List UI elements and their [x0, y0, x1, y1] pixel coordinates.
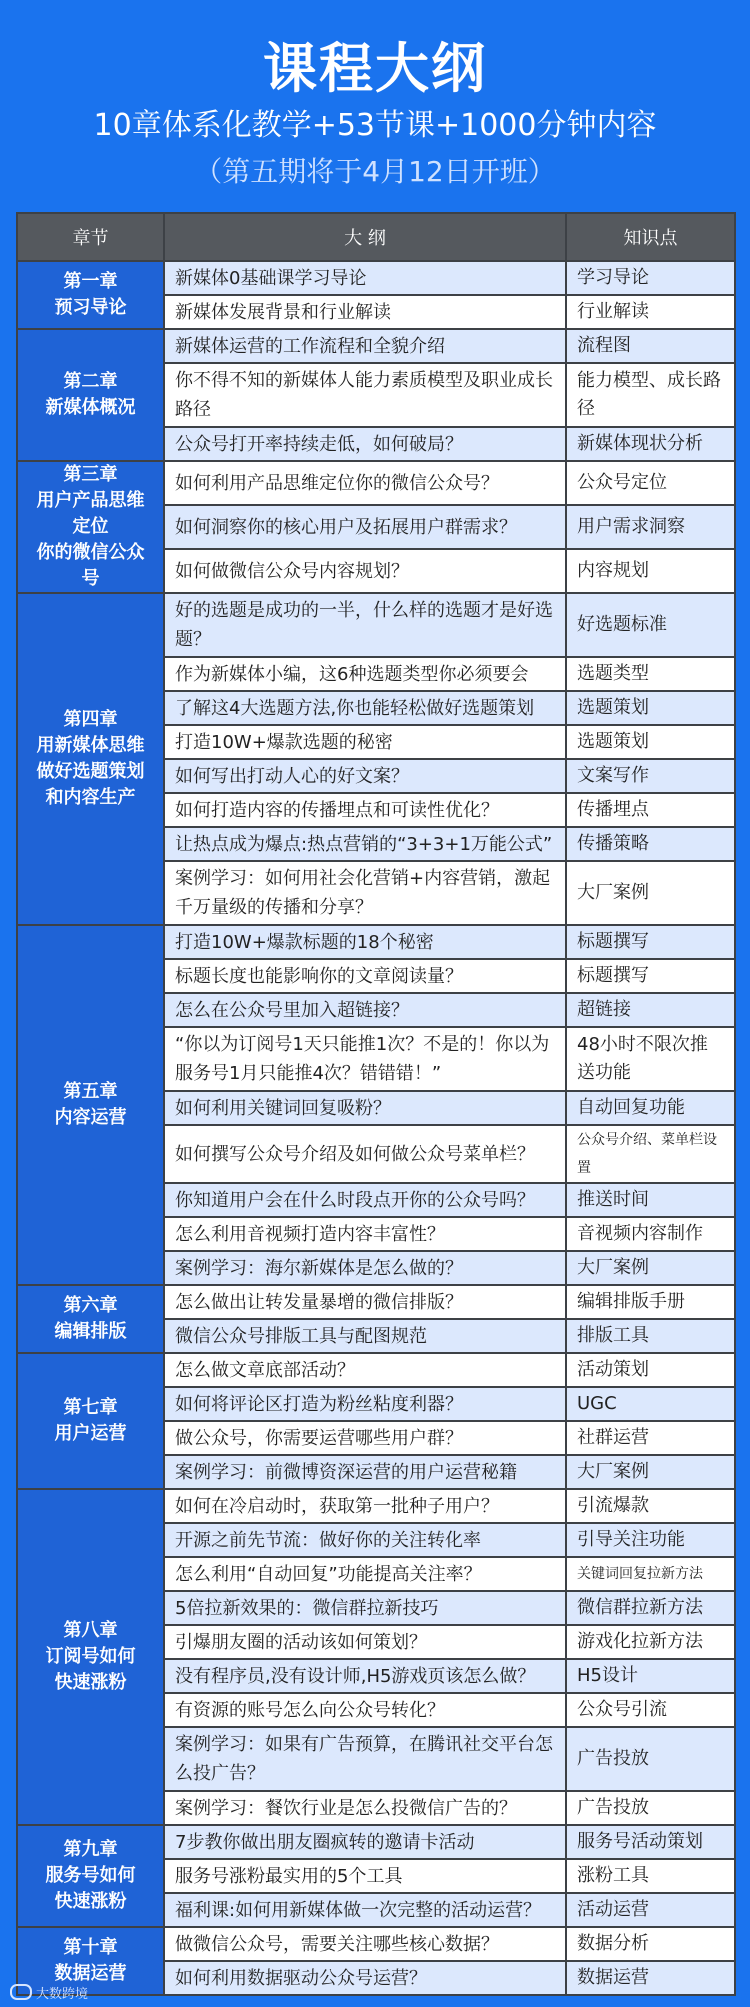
- lesson-topic: 新媒体运营的工作流程和全貌介绍: [164, 329, 566, 363]
- chapter-cell: [17, 1825, 164, 1927]
- lesson-topic: 案例学习：如果有广告预算，在腾讯社交平台怎么投广告？: [164, 1727, 566, 1791]
- lesson-topic: 怎么利用音视频打造内容丰富性？: [164, 1217, 566, 1251]
- knowledge-point: 引流爆款: [566, 1489, 735, 1523]
- lesson-topic: 案例学习：前微博资深运营的用户运营秘籍: [164, 1455, 566, 1489]
- table-row: [17, 329, 735, 363]
- chapter-cell: [17, 1489, 164, 1825]
- knowledge-point: 社群运营: [566, 1421, 735, 1455]
- lesson-topic: 没有程序员,没有设计师,H5游戏页该怎么做？: [164, 1659, 566, 1693]
- footer-brand: 大数跨境: [36, 1987, 89, 2002]
- knowledge-point: 48小时不限次推送功能: [566, 1027, 735, 1091]
- knowledge-point: 新媒体现状分析: [566, 427, 735, 461]
- knowledge-point: 关键词回复拉新方法: [566, 1557, 735, 1591]
- chapter-title-line: 快速涨粉: [54, 1672, 127, 1693]
- lesson-topic: 如何利用关键词回复吸粉？: [164, 1091, 566, 1125]
- knowledge-point: 超链接: [566, 993, 735, 1027]
- knowledge-point: 传播埋点: [566, 793, 735, 827]
- lesson-topic: 如何撰写公众号介绍及如何做公众号菜单栏？: [164, 1125, 566, 1183]
- chapter-cell: [17, 593, 164, 925]
- knowledge-point: 标题撰写: [566, 925, 735, 959]
- table-row: [17, 1825, 735, 1859]
- knowledge-point: 活动策划: [566, 1353, 735, 1387]
- chapter-number: 第三章: [63, 464, 118, 485]
- knowledge-point: 活动运营: [566, 1893, 735, 1927]
- knowledge-point: 推送时间: [566, 1183, 735, 1217]
- lesson-topic: 案例学习：海尔新媒体是怎么做的？: [164, 1251, 566, 1285]
- brand-logo-icon: [10, 1984, 32, 2000]
- knowledge-point: 公众号引流: [566, 1693, 735, 1727]
- knowledge-point: 学习导论: [566, 261, 735, 295]
- lesson-topic: 如何利用数据驱动公众号运营？: [164, 1961, 566, 1995]
- lesson-topic: 如何打造内容的传播埋点和可读性优化？: [164, 793, 566, 827]
- knowledge-point: 编辑排版手册: [566, 1285, 735, 1319]
- knowledge-point: 选题策划: [566, 691, 735, 725]
- column-header-knowledge: 知识点: [566, 213, 735, 261]
- knowledge-point: 大厂案例: [566, 861, 735, 925]
- lesson-topic: 如何在冷启动时，获取第一批种子用户？: [164, 1489, 566, 1523]
- chapter-cell: [17, 925, 164, 1285]
- lesson-topic: 打造10W+爆款选题的秘密: [164, 725, 566, 759]
- chapter-cell: [17, 1353, 164, 1489]
- chapter-number: 第五章: [63, 1081, 118, 1102]
- chapter-number: 第二章: [63, 371, 118, 392]
- lesson-topic: 怎么做文章底部活动？: [164, 1353, 566, 1387]
- chapter-title-line: 订阅号如何: [45, 1646, 136, 1667]
- knowledge-point: 自动回复功能: [566, 1091, 735, 1125]
- lesson-topic: 了解这4大选题方法,你也能轻松做好选题策划: [164, 691, 566, 725]
- course-outline-table: [16, 212, 736, 1996]
- table-row: [17, 1285, 735, 1319]
- lesson-topic: 你不得不知的新媒体人能力素质模型及职业成长路径: [164, 363, 566, 427]
- knowledge-point: UGC: [566, 1387, 735, 1421]
- lesson-topic: 如何洞察你的核心用户及拓展用户群需求？: [164, 505, 566, 549]
- lesson-topic: 好的选题是成功的一半，什么样的选题才是好选题？: [164, 593, 566, 657]
- chapter-cell: [17, 1285, 164, 1353]
- lesson-topic: 怎么做出让转发量暴增的微信排版？: [164, 1285, 566, 1319]
- lesson-topic: 服务号涨粉最实用的5个工具: [164, 1859, 566, 1893]
- lesson-topic: 引爆朋友圈的活动该如何策划？: [164, 1625, 566, 1659]
- lesson-topic: 怎么在公众号里加入超链接？: [164, 993, 566, 1027]
- chapter-title-line: 用户产品思维定位: [36, 490, 145, 537]
- knowledge-point: 微信群拉新方法: [566, 1591, 735, 1625]
- lesson-topic: 新媒体0基础课学习导论: [164, 261, 566, 295]
- chapter-title-line: 数据运营: [54, 1963, 127, 1984]
- knowledge-point: H5设计: [566, 1659, 735, 1693]
- chapter-title-line: 内容运营: [54, 1107, 127, 1128]
- knowledge-point: 选题类型: [566, 657, 735, 691]
- knowledge-point: 公众号介绍、菜单栏设置: [566, 1125, 735, 1183]
- knowledge-point: 广告投放: [566, 1791, 735, 1825]
- footer-watermark: [10, 1983, 88, 2002]
- knowledge-point: 能力模型、成长路径: [566, 363, 735, 427]
- knowledge-point: 数据分析: [566, 1927, 735, 1961]
- knowledge-point: 排版工具: [566, 1319, 735, 1353]
- page-subtitle: 10章体系化教学+53节课+1000分钟内容: [93, 108, 657, 143]
- knowledge-point: 涨粉工具: [566, 1859, 735, 1893]
- knowledge-point: 选题策划: [566, 725, 735, 759]
- lesson-topic: 你知道用户会在什么时段点开你的公众号吗？: [164, 1183, 566, 1217]
- chapter-title-line: 预习导论: [54, 297, 127, 318]
- lesson-topic: 作为新媒体小编，这6种选题类型你必须要会: [164, 657, 566, 691]
- lesson-topic: 福利课:如何用新媒体做一次完整的活动运营？: [164, 1893, 566, 1927]
- lesson-topic: 如何写出打动人心的好文案？: [164, 759, 566, 793]
- chapter-cell: [17, 329, 164, 461]
- table-body: [17, 261, 735, 1995]
- table-row: [17, 461, 735, 505]
- column-header-chapter: 章节: [17, 213, 164, 261]
- lesson-topic: 案例学习：如何用社会化营销+内容营销，激起千万量级的传播和分享？: [164, 861, 566, 925]
- knowledge-point: 音视频内容制作: [566, 1217, 735, 1251]
- chapter-number: 第九章: [63, 1839, 118, 1860]
- chapter-title-line: 做好选题策划: [36, 761, 145, 782]
- knowledge-point: 标题撰写: [566, 959, 735, 993]
- lesson-topic: 如何做微信公众号内容规划？: [164, 549, 566, 593]
- chapter-title-line: 和内容生产: [45, 787, 136, 808]
- lesson-topic: 5倍拉新效果的：微信群拉新技巧: [164, 1591, 566, 1625]
- knowledge-point: 用户需求洞察: [566, 505, 735, 549]
- chapter-cell: [17, 461, 164, 593]
- lesson-topic: 打造10W+爆款标题的18个秘密: [164, 925, 566, 959]
- lesson-topic: 让热点成为爆点:热点营销的“3+3+1万能公式”: [164, 827, 566, 861]
- lesson-topic: “你以为订阅号1天只能推1次？不是的！你以为服务号1月只能推4次？错错错！”: [164, 1027, 566, 1091]
- start-date-note: （第五期将于4月12日开班）: [194, 155, 556, 188]
- chapter-title-line: 用新媒体思维: [36, 735, 145, 756]
- lesson-topic: 怎么利用“自动回复”功能提高关注率？: [164, 1557, 566, 1591]
- chapter-title-line: 服务号如何: [45, 1865, 136, 1886]
- knowledge-point: 公众号定位: [566, 461, 735, 505]
- lesson-topic: 微信公众号排版工具与配图规范: [164, 1319, 566, 1353]
- knowledge-point: 数据运营: [566, 1961, 735, 1995]
- lesson-topic: 如何将评论区打造为粉丝粘度利器？: [164, 1387, 566, 1421]
- knowledge-point: 行业解读: [566, 295, 735, 329]
- lesson-topic: 标题长度也能影响你的文章阅读量？: [164, 959, 566, 993]
- table-row: [17, 1927, 735, 1961]
- table-row: [17, 1353, 735, 1387]
- table-header-row: [17, 213, 735, 261]
- chapter-title-line: 你的微信公众号: [36, 542, 145, 589]
- chapter-number: 第十章: [63, 1937, 118, 1958]
- knowledge-point: 广告投放: [566, 1727, 735, 1791]
- chapter-number: 第四章: [63, 709, 118, 730]
- knowledge-point: 流程图: [566, 329, 735, 363]
- lesson-topic: 如何利用产品思维定位你的微信公众号？: [164, 461, 566, 505]
- knowledge-point: 游戏化拉新方法: [566, 1625, 735, 1659]
- table-row: [17, 925, 735, 959]
- chapter-number: 第八章: [63, 1620, 118, 1641]
- knowledge-point: 内容规划: [566, 549, 735, 593]
- lesson-topic: 案例学习：餐饮行业是怎么投微信广告的？: [164, 1791, 566, 1825]
- knowledge-point: 好选题标准: [566, 593, 735, 657]
- lesson-topic: 新媒体发展背景和行业解读: [164, 295, 566, 329]
- knowledge-point: 引导关注功能: [566, 1523, 735, 1557]
- chapter-number: 第一章: [63, 271, 118, 292]
- table-row: [17, 1489, 735, 1523]
- lesson-topic: 做公众号，你需要运营哪些用户群？: [164, 1421, 566, 1455]
- lesson-topic: 做微信公众号，需要关注哪些核心数据？: [164, 1927, 566, 1961]
- knowledge-point: 大厂案例: [566, 1251, 735, 1285]
- chapter-title-line: 用户运营: [54, 1423, 127, 1444]
- knowledge-point: 文案写作: [566, 759, 735, 793]
- chapter-number: 第七章: [63, 1397, 118, 1418]
- lesson-topic: 公众号打开率持续走低，如何破局？: [164, 427, 566, 461]
- knowledge-point: 大厂案例: [566, 1455, 735, 1489]
- knowledge-point: 服务号活动策划: [566, 1825, 735, 1859]
- page-title: 课程大纲: [263, 37, 487, 100]
- chapter-title-line: 编辑排版: [54, 1321, 127, 1342]
- lesson-topic: 7步教你做出朋友圈疯转的邀请卡活动: [164, 1825, 566, 1859]
- lesson-topic: 有资源的账号怎么向公众号转化？: [164, 1693, 566, 1727]
- knowledge-point: 传播策略: [566, 827, 735, 861]
- column-header-outline: 大 纲: [164, 213, 566, 261]
- table-row: [17, 261, 735, 295]
- page-header: [0, 0, 750, 212]
- chapter-title-line: 快速涨粉: [54, 1891, 127, 1912]
- chapter-number: 第六章: [63, 1295, 118, 1316]
- chapter-title-line: 新媒体概况: [45, 397, 136, 418]
- table-row: [17, 593, 735, 657]
- chapter-cell: [17, 261, 164, 329]
- lesson-topic: 开源之前先节流：做好你的关注转化率: [164, 1523, 566, 1557]
